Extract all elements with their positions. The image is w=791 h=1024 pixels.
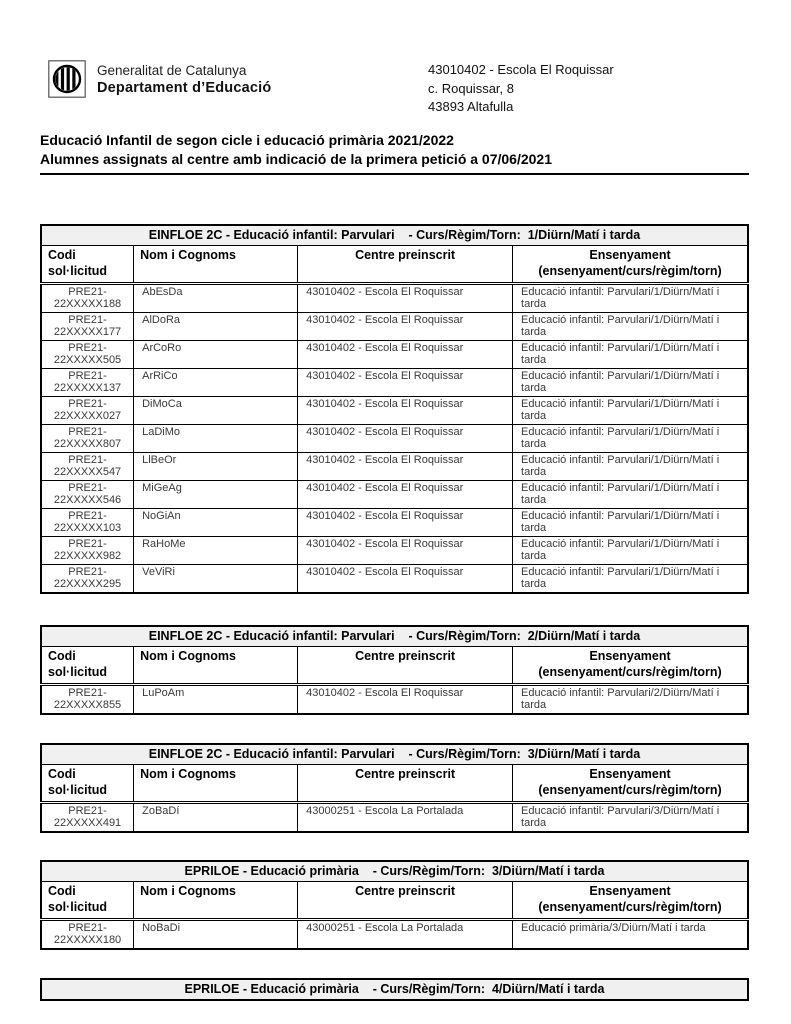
cell-nom-cognoms: VeViRi xyxy=(134,565,298,594)
school-street: c. Roquissar, 8 xyxy=(428,80,514,96)
assignments-table xyxy=(40,625,749,715)
cell-nom-cognoms: LuPoAm xyxy=(134,685,298,715)
cell-ensenyament: Educació primària/3/Diürn/Matí i tarda xyxy=(513,920,748,950)
col-header-nom-cognoms: Nom i Cognoms xyxy=(134,647,298,685)
cell-codi-sollicitud: PRE21-22XXXXX103 xyxy=(41,509,134,537)
doc-title-line1: Educació Infantil de segon cicle i educació primària 2021/2022 xyxy=(40,132,454,148)
table-row xyxy=(41,920,748,950)
table-title-band: EINFLOE 2C - Educació infantil: Parvulari - Curs/Règim/Torn: 3/Diürn/Matí i tarda xyxy=(41,744,748,765)
cell-nom-cognoms: MiGeAg xyxy=(134,481,298,509)
org-block xyxy=(97,60,271,97)
table-row xyxy=(41,341,748,369)
cell-ensenyament: Educació infantil: Parvulari/1/Diürn/Matí i tarda xyxy=(513,425,748,453)
assignments-table xyxy=(40,224,749,594)
table-title-band: EINFLOE 2C - Educació infantil: Parvulari - Curs/Règim/Torn: 1/Diürn/Matí i tarda xyxy=(41,225,748,246)
cell-codi-sollicitud: PRE21-22XXXXX295 xyxy=(41,565,134,594)
table-row xyxy=(41,685,748,715)
cell-ensenyament: Educació infantil: Parvulari/1/Diürn/Matí i tarda xyxy=(513,284,748,313)
col-header-codi-sollicitud: Codi sol·licitud xyxy=(41,765,134,803)
cell-ensenyament: Educació infantil: Parvulari/1/Diürn/Matí i tarda xyxy=(513,565,748,594)
col-header-codi-sollicitud: Codi sol·licitud xyxy=(41,882,134,920)
cell-codi-sollicitud: PRE21-22XXXXX137 xyxy=(41,369,134,397)
cell-nom-cognoms: RaHoMe xyxy=(134,537,298,565)
cell-centre-preinscrit: 43010402 - Escola El Roquissar xyxy=(298,313,513,341)
cell-nom-cognoms: LaDiMo xyxy=(134,425,298,453)
cell-codi-sollicitud: PRE21-22XXXXX491 xyxy=(41,803,134,833)
col-header-nom-cognoms: Nom i Cognoms xyxy=(134,765,298,803)
table-title-band: EPRILOE - Educació primària - Curs/Règim/Torn: 4/Diürn/Matí i tarda xyxy=(41,979,748,1000)
cell-centre-preinscrit: 43010402 - Escola El Roquissar xyxy=(298,284,513,313)
dept-name: Departament d’Educació xyxy=(97,80,272,96)
col-header-centre-preinscrit: Centre preinscrit xyxy=(298,765,513,803)
cell-codi-sollicitud: PRE21-22XXXXX546 xyxy=(41,481,134,509)
table-title-band: EINFLOE 2C - Educació infantil: Parvulari - Curs/Règim/Torn: 2/Diürn/Matí i tarda xyxy=(41,626,748,647)
cell-centre-preinscrit: 43010402 - Escola El Roquissar xyxy=(298,537,513,565)
school-code-name: 43010402 - Escola El Roquissar xyxy=(428,62,614,77)
cell-ensenyament: Educació infantil: Parvulari/1/Diürn/Matí i tarda xyxy=(513,509,748,537)
cell-codi-sollicitud: PRE21-22XXXXX547 xyxy=(41,453,134,481)
col-header-ensenyament: Ensenyament (ensenyament/curs/règim/torn) xyxy=(513,246,748,284)
cell-nom-cognoms: NoGiAn xyxy=(134,509,298,537)
cell-centre-preinscrit: 43010402 - Escola El Roquissar xyxy=(298,453,513,481)
cell-ensenyament: Educació infantil: Parvulari/1/Diürn/Matí i tarda xyxy=(513,481,748,509)
cell-nom-cognoms: ZoBaDí xyxy=(134,803,298,833)
table-row xyxy=(41,537,748,565)
cell-centre-preinscrit: 43010402 - Escola El Roquissar xyxy=(298,481,513,509)
tables-container xyxy=(40,224,749,1001)
cell-centre-preinscrit: 43010402 - Escola El Roquissar xyxy=(298,509,513,537)
org-name: Generalitat de Catalunya xyxy=(97,63,247,78)
generalitat-logo-icon xyxy=(48,60,86,98)
col-header-centre-preinscrit: Centre preinscrit xyxy=(298,246,513,284)
cell-codi-sollicitud: PRE21-22XXXXX177 xyxy=(41,313,134,341)
cell-ensenyament: Educació infantil: Parvulari/1/Diürn/Matí i tarda xyxy=(513,397,748,425)
col-header-ensenyament: Ensenyament (ensenyament/curs/règim/torn) xyxy=(513,647,748,685)
cell-centre-preinscrit: 43010402 - Escola El Roquissar xyxy=(298,425,513,453)
cell-ensenyament: Educació infantil: Parvulari/3/Diürn/Matí i tarda xyxy=(513,803,748,833)
cell-ensenyament: Educació infantil: Parvulari/1/Diürn/Matí i tarda xyxy=(513,537,748,565)
table-row xyxy=(41,369,748,397)
table-row xyxy=(41,284,748,313)
school-city: 43893 Altafulla xyxy=(428,99,514,114)
table-row xyxy=(41,425,748,453)
table-row xyxy=(41,397,748,425)
cell-nom-cognoms: NoBaDi xyxy=(134,920,298,950)
cell-centre-preinscrit: 43010402 - Escola El Roquissar xyxy=(298,685,513,715)
document-title-block xyxy=(40,131,749,175)
cell-nom-cognoms: ArRiCo xyxy=(134,369,298,397)
col-header-nom-cognoms: Nom i Cognoms xyxy=(134,246,298,284)
table-row xyxy=(41,803,748,833)
cell-nom-cognoms: DiMoCa xyxy=(134,397,298,425)
assignments-table xyxy=(40,978,749,1001)
letterhead xyxy=(48,60,271,98)
cell-nom-cognoms: LlBeOr xyxy=(134,453,298,481)
table-row xyxy=(41,565,748,594)
doc-title-line2: Alumnes assignats al centre amb indicació de la primera petició a 07/06/2021 xyxy=(40,150,553,167)
cell-centre-preinscrit: 43010402 - Escola El Roquissar xyxy=(298,341,513,369)
cell-ensenyament: Educació infantil: Parvulari/2/Diürn/Matí i tarda xyxy=(513,685,748,715)
table-row xyxy=(41,509,748,537)
cell-codi-sollicitud: PRE21-22XXXXX982 xyxy=(41,537,134,565)
col-header-ensenyament: Ensenyament (ensenyament/curs/règim/torn) xyxy=(513,882,748,920)
cell-codi-sollicitud: PRE21-22XXXXX807 xyxy=(41,425,134,453)
cell-codi-sollicitud: PRE21-22XXXXX180 xyxy=(41,920,134,950)
table-row xyxy=(41,481,748,509)
cell-codi-sollicitud: PRE21-22XXXXX505 xyxy=(41,341,134,369)
cell-nom-cognoms: ArCoRo xyxy=(134,341,298,369)
cell-ensenyament: Educació infantil: Parvulari/1/Diürn/Matí i tarda xyxy=(513,313,748,341)
table-title-band: EPRILOE - Educació primària - Curs/Règim/Torn: 3/Diürn/Matí i tarda xyxy=(41,861,748,882)
cell-nom-cognoms: AbEsDa xyxy=(134,284,298,313)
cell-centre-preinscrit: 43010402 - Escola El Roquissar xyxy=(298,565,513,594)
cell-ensenyament: Educació infantil: Parvulari/1/Diürn/Matí i tarda xyxy=(513,341,748,369)
assignments-table xyxy=(40,860,749,950)
cell-centre-preinscrit: 43010402 - Escola El Roquissar xyxy=(298,369,513,397)
cell-nom-cognoms: AlDoRa xyxy=(134,313,298,341)
cell-codi-sollicitud: PRE21-22XXXXX027 xyxy=(41,397,134,425)
col-header-centre-preinscrit: Centre preinscrit xyxy=(298,882,513,920)
assignments-table xyxy=(40,743,749,833)
col-header-nom-cognoms: Nom i Cognoms xyxy=(134,882,298,920)
cell-ensenyament: Educació infantil: Parvulari/1/Diürn/Matí i tarda xyxy=(513,369,748,397)
cell-ensenyament: Educació infantil: Parvulari/1/Diürn/Matí i tarda xyxy=(513,453,748,481)
cell-codi-sollicitud: PRE21-22XXXXX188 xyxy=(41,284,134,313)
school-address-block xyxy=(428,61,614,117)
cell-centre-preinscrit: 43000251 - Escola La Portalada xyxy=(298,803,513,833)
col-header-ensenyament: Ensenyament (ensenyament/curs/règim/torn) xyxy=(513,765,748,803)
col-header-codi-sollicitud: Codi sol·licitud xyxy=(41,246,134,284)
table-row xyxy=(41,453,748,481)
table-row xyxy=(41,313,748,341)
col-header-centre-preinscrit: Centre preinscrit xyxy=(298,647,513,685)
cell-centre-preinscrit: 43000251 - Escola La Portalada xyxy=(298,920,513,950)
cell-centre-preinscrit: 43010402 - Escola El Roquissar xyxy=(298,397,513,425)
col-header-codi-sollicitud: Codi sol·licitud xyxy=(41,647,134,685)
cell-codi-sollicitud: PRE21-22XXXXX855 xyxy=(41,685,134,715)
